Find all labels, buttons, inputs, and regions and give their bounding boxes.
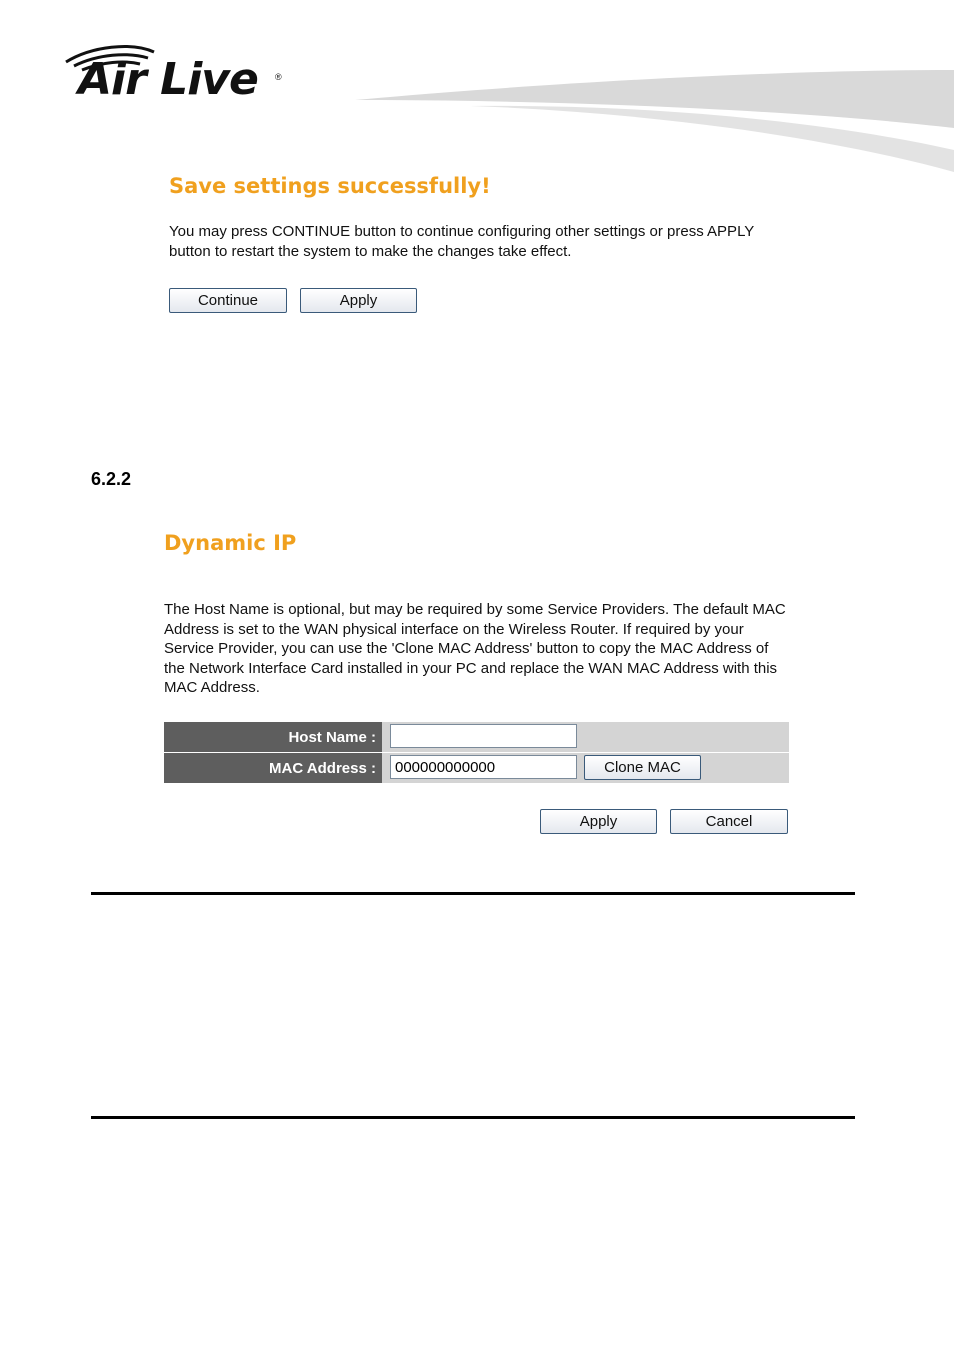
continue-button[interactable]: Continue [169,288,287,313]
dynamic-ip-title: Dynamic IP [164,531,297,555]
dynamic-ip-description: The Host Name is optional, but may be required by some Service Providers. The default MAC Address is set to the WAN physical interface on the Wireless Router. If required by your Service Provider, you can use the 'Clone MAC Address' button to copy the MAC Address of the Network Interface Card installed in your PC and replace the WAN MAC Address with this MAC Address. [164,601,786,697]
clone-mac-button[interactable]: Clone MAC [584,755,701,780]
host-name-row [164,722,789,752]
mac-address-input[interactable]: 000000000000 [390,755,577,779]
section-number: 6.2.2 [91,469,132,489]
divider-top [91,892,855,895]
mac-address-label: MAC Address : [164,753,382,783]
mac-address-row [164,753,789,783]
save-apply-button[interactable]: Apply [300,288,417,313]
host-name-input[interactable] [390,724,577,748]
host-name-label: Host Name : [164,722,382,752]
logo-wordmark: Air Live [78,54,258,105]
dynamic-ip-apply-button[interactable]: Apply [540,809,657,834]
save-success-title: Save settings successfully! [169,174,491,198]
save-success-message: You may press CONTINUE button to continue configuring other settings or press APPLY button to restart the system to make the changes take effect. [169,223,755,260]
divider-bottom [91,1116,855,1119]
dynamic-ip-form [164,722,789,783]
registered-mark: ® [275,72,282,82]
dynamic-ip-cancel-button[interactable]: Cancel [670,809,788,834]
